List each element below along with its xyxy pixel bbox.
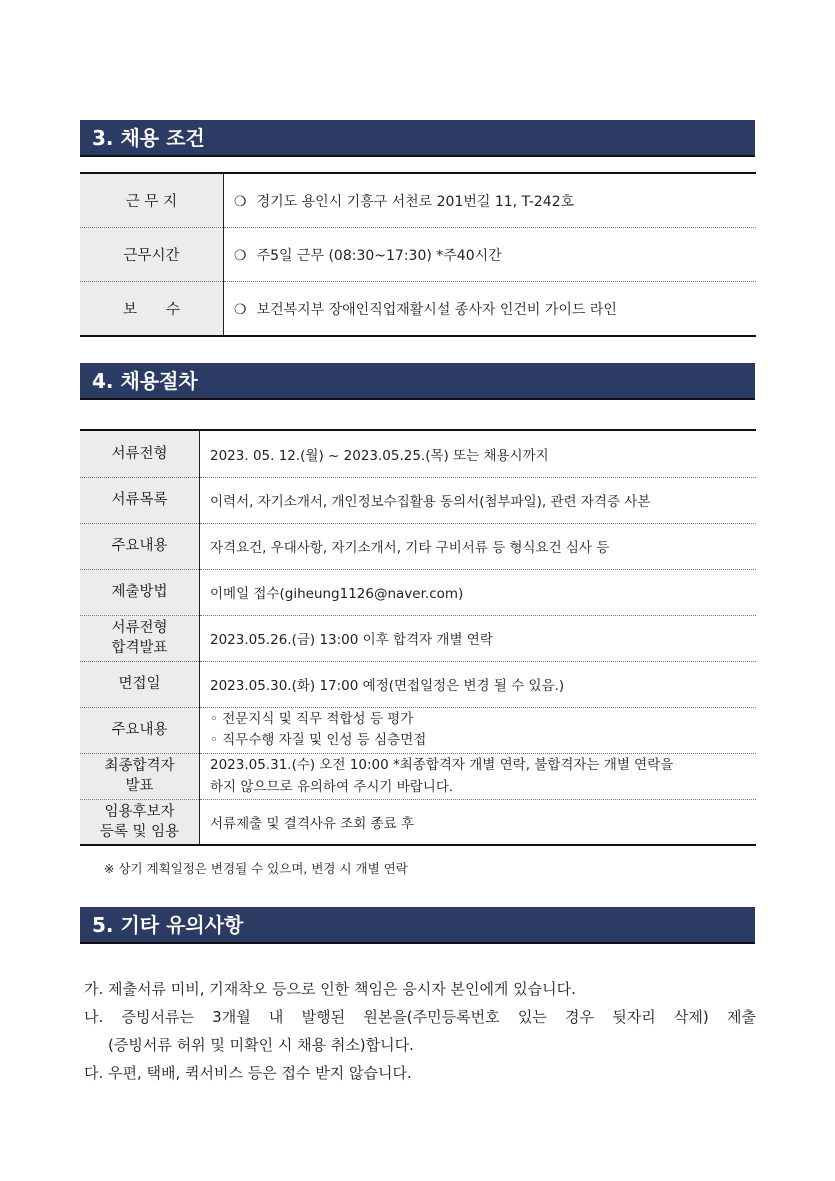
row-label: 최종합격자 발표 — [80, 753, 200, 799]
notice-item: 나. 증빙서류는 3개월 내 발행된 원본을(주민등록번호 있는 경우 뒷자리 삭제) 제출 — [84, 1008, 756, 1026]
table-row — [80, 707, 756, 753]
table-row — [80, 661, 756, 707]
section-5-title: 5. 기타 유의사항 — [92, 913, 244, 937]
circle-bullet-icon: ❍ — [234, 193, 247, 210]
row-value: 2023.05.31.(수) 오전 10:00 *최종합격자 개별 연락, 불합격자는 개별 연락을 하지 않으므로 유의하여 주시기 바랍니다. — [200, 753, 757, 799]
row-value: ◦ 전문지식 및 직무 적합성 등 평가 ◦ 직무수행 자질 및 인성 등 심층면접 — [200, 707, 757, 753]
row-label: 근무시간 — [80, 228, 224, 282]
row-label: 임용후보자 등록 및 임용 — [80, 799, 200, 845]
table-row — [80, 569, 756, 615]
table-row — [80, 173, 756, 228]
row-value: ❍ 경기도 용인시 기흥구 서천로 201번길 11, T-242호 — [234, 193, 575, 210]
row-label: 제출방법 — [80, 569, 200, 615]
section-4-title: 4. 채용절차 — [92, 369, 198, 393]
row-value: 이메일 접수(giheung1126@naver.com) — [200, 569, 757, 615]
row-value: 이력서, 자기소개서, 개인정보수집활용 동의서(첨부파일), 관련 자격증 사본 — [200, 477, 757, 523]
table-row — [80, 615, 756, 661]
row-label: 서류전형 — [80, 430, 200, 477]
row-label: 주요내용 — [80, 707, 200, 753]
row-value: 2023.05.26.(금) 13:00 이후 합격자 개별 연락 — [200, 615, 757, 661]
table-row — [80, 753, 756, 799]
table-row — [80, 228, 756, 282]
section-5-header — [80, 907, 755, 944]
table-row — [80, 523, 756, 569]
section-3-title: 3. 채용 조건 — [92, 126, 205, 150]
row-value: 자격요건, 우대사항, 자기소개서, 기타 구비서류 등 형식요건 심사 등 — [200, 523, 757, 569]
section-3-header — [80, 120, 755, 157]
table-row — [80, 282, 756, 337]
notice-item-continuation: (증빙서류 허위 및 미확인 시 채용 취소)합니다. — [108, 1036, 414, 1054]
row-value: ❍ 주5일 근무 (08:30~17:30) *주40시간 — [224, 228, 757, 282]
table-row — [80, 477, 756, 523]
notice-item: 가. 제출서류 미비, 기재착오 등으로 인한 책임은 응시자 본인에게 있습니다. — [84, 980, 576, 998]
schedule-change-note: ※ 상기 계획일정은 변경될 수 있으며, 변경 시 개별 연락 — [104, 861, 408, 876]
row-label: 보 수 — [80, 282, 224, 337]
table-row — [80, 430, 756, 477]
row-value: ❍ 보건복지부 장애인직업재활시설 종사자 인건비 가이드 라인 — [224, 282, 757, 337]
row-label: 주요내용 — [80, 523, 200, 569]
table-row — [80, 799, 756, 845]
circle-bullet-icon: ❍ — [234, 247, 247, 264]
section-4-header — [80, 363, 755, 400]
row-value: 서류제출 및 결격사유 조회 종료 후 — [200, 799, 757, 845]
recruitment-procedure-table — [80, 429, 756, 846]
row-label: 근 무 지 — [80, 173, 224, 228]
row-label: 서류전형 합격발표 — [80, 615, 200, 661]
circle-bullet-icon: ❍ — [234, 301, 247, 318]
row-label: 서류목록 — [80, 477, 200, 523]
notice-item: 다. 우편, 택배, 퀵서비스 등은 접수 받지 않습니다. — [84, 1064, 412, 1082]
row-value: 2023.05.30.(화) 17:00 예정(면접일정은 변경 될 수 있음.) — [200, 661, 757, 707]
employment-conditions-table — [80, 172, 756, 337]
row-label: 면접일 — [80, 661, 200, 707]
row-value: 2023. 05. 12.(월) ~ 2023.05.25.(목) 또는 채용시까지 — [210, 447, 549, 464]
